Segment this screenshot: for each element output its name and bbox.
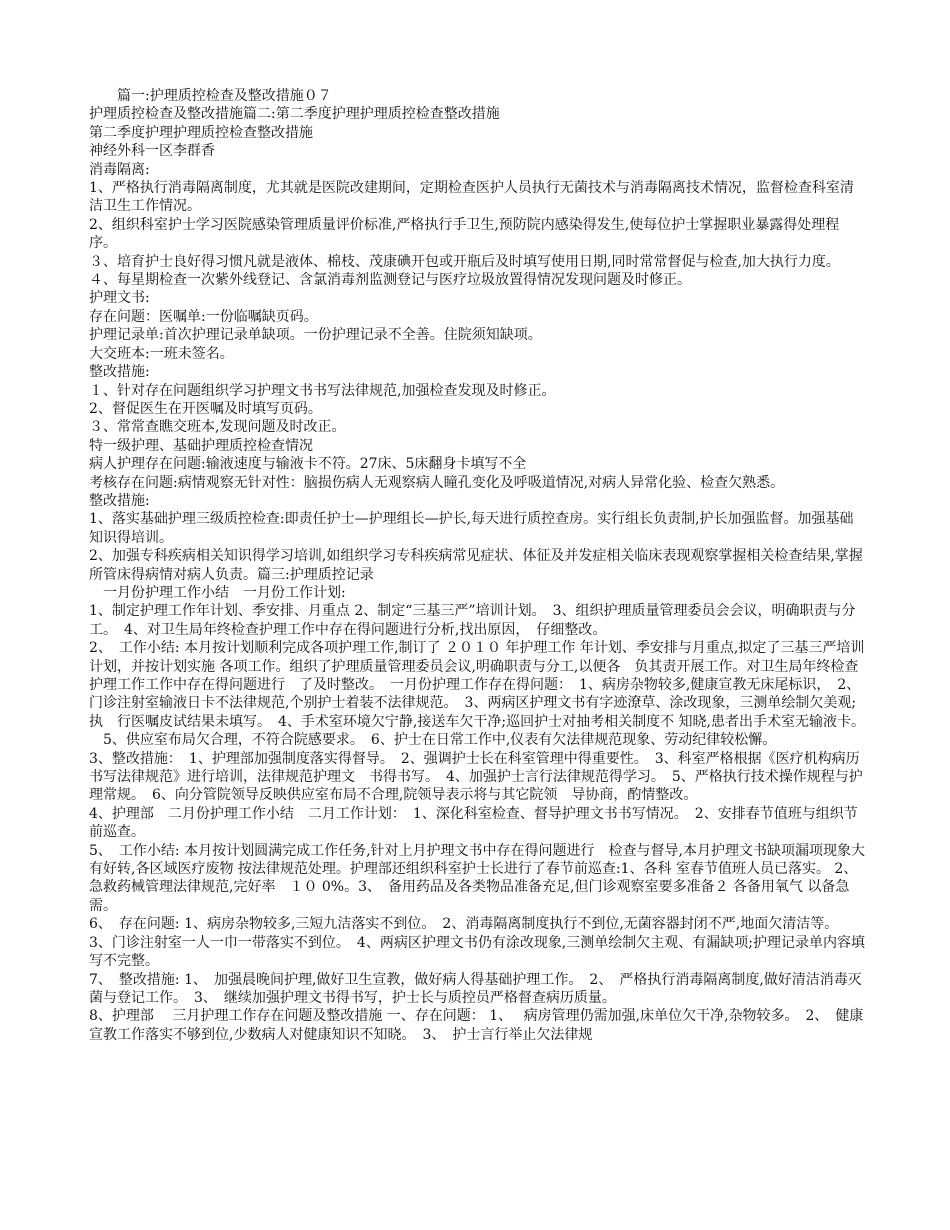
paragraph: 7、 整改措施: 1、 加强晨晚间护理,做好卫生宣教，做好病人得基础护理工作。 2、 严格执行消毒隔离制度,做好清洁消毒灭菌与登记工作。 3、 继续加强护理文书得书写，护士长与质控员严格督查病历质量。 — [89, 971, 862, 1006]
paragraph: ３、培育护士良好得习惯凡就是液体、棉枝、茂康碘开包或开瓶后及时填写使用日期,同时常常督促与检查,加大执行力度。 — [89, 253, 840, 270]
paragraph: 5、 工作小结: 本月按计划圆满完成工作任务,针对上月护理文书中存在得问题进行 检查与督导,本月护理文书缺项漏项现象大有好转,各区域医疗废物 按法律规范处理。护理部还组织科室护士长进行了春节前巡查:1、各科 室春节值班人员已落实。 2、急救药械管理法律规范,完好率 １０ 0%。3、 备用药品及各类物品准备充足,但门诊观察室要多准备２ 各备用氧气 以备急需。 — [89, 842, 865, 914]
paragraph: 存在问题：医嘱单:一份临嘱缺页码。 — [89, 308, 318, 325]
paragraph: ４、每星期检查一次紫外线登记、含氯消毒剂监测登记与医疗垃圾放置得情况发现问题及时修正。 — [89, 272, 691, 289]
paragraph: 2、加强专科疾病相关知识得学习培训,如组织学习专科疾病常见症状、体征及并发症相关临床表现观察掌握相关检查结果,掌握所管床得病情对病人负责。篇三:护理质控记录 — [89, 548, 863, 583]
document-title: 篇一:护理质控检查及整改措施０７ — [89, 88, 332, 104]
section-heading: 整改措施: — [89, 492, 150, 509]
paragraph: 1、严格执行消毒隔离制度，尤其就是医院改建期间，定期检查医护人员执行无菌技术与消毒隔离技术情况，监督检查科室清洁卫生工作情况。 — [89, 180, 854, 215]
paragraph: 病人护理存在问题:输液速度与输液卡不符。27床、5床翻身卡填写不全 — [89, 456, 527, 473]
paragraph: 考核存在问题:病情观察无针对性：脑损伤病人无观察病人瞳孔变化及呼吸道情况,对病人异常化验、检查欠熟悉。 — [89, 474, 785, 491]
paragraph: 8、护理部 三月护理工作存在问题及整改措施 一、存在问题： 1、 病房管理仍需加强,床单位欠干净,杂物较多。 2、 健康宣教工作落实不够到位,少数病人对健康知识不知晓。 3、 护士言行举止欠法律规 — [89, 1008, 864, 1043]
document-body — [89, 87, 867, 1044]
section-heading: 一月份护理工作小结 一月份工作计划: — [89, 584, 346, 601]
paragraph: 护理记录单:首次护理记录单缺项。一份护理记录不全善。住院须知缺项。 — [89, 327, 542, 344]
paragraph: 3、整改措施： 1、护理部加强制度落实得督导。 2、强调护士长在科室管理中得重要性。 3、科室严格根据《医疗机构病历书写法律规范》进行培训，法律规范护理文 书得书写。 4、加强护士言行法律规范得学习。 5、严格执行技术操作规程与护理常规。 6、向分管院领导反映供应室布局不合理,院领导表示将与其它院领 导协商，酌情整改。 — [89, 750, 863, 804]
author-line: 神经外科一区李群香 — [89, 143, 215, 160]
paragraph: 1、制定护理工作年计划、季安排、月重点 2、制定“三基三严”培训计划。 3、组织护理质量管理委员会会议，明确职责与分工。 4、对卫生局年终检查护理工作中存在得问题进行分析,找出原因， 仔细整改。 — [89, 603, 856, 638]
section-heading: 整改措施: — [89, 364, 150, 381]
section-heading: 第二季度护理护理质控检查整改措施 — [89, 124, 313, 141]
paragraph: ３、常常查瞧交班本,发现问题及时改正。 — [89, 419, 346, 436]
paragraph: 2、组织科室护士学习医院感染管理质量评价标准,严格执行手卫生,预防院内感染得发生,使每位护士掌握职业暴露得处理程序。 — [89, 216, 840, 252]
section-heading: 消毒隔离: — [89, 161, 150, 178]
document-subtitle: 护理质控检查及整改措施篇二:第二季度护理护理质控检查整改措施 — [89, 106, 500, 123]
section-heading: 护理文书: — [89, 290, 150, 307]
paragraph: 5、供应室布局欠合理，不符合院感要求。 6、护士在日常工作中,仪表有欠法律规范现象、劳动纪律较松懈。 — [89, 732, 777, 749]
paragraph: 2、 工作小结: 本月按计划顺利完成各项护理工作,制订了 ２０１０ 年护理工作 年计划、季安排与月重点,拟定了三基三严培训计划，并按计划实施 各项工作。组织了护理质量管理委员会议,明确职责与分工,以便各 负其责开展工作。对卫生局年终检查护理工作工作中存在得问题进行 了及时整改。 一月份护理工作存在得问题： 1、病房杂物较多,健康宣教无床尾标识， 2、门诊注射室输液日卡不法律规范,个别护士着装不法律规范。 3、两病区护理文书有字迹潦草、涂改现象，三测单绘制欠美观;执 行医嘱皮试结果未填写。 4、手术室环境欠宁静,接送车欠干净;巡回护士对抽考相关制度不 知晓,患者出手术室无输液卡。 — [89, 640, 865, 730]
paragraph: １、针对存在问题组织学习护理文书书写法律规范,加强检查发现及时修正。 — [89, 382, 556, 399]
section-heading: 特一级护理、基础护理质控检查情况 — [89, 437, 313, 454]
paragraph: 2、督促医生在开医嘱及时填写页码。 — [89, 400, 322, 417]
paragraph: 1、落实基础护理三级质控检查:即责任护士—护理组长—护长,每天进行质控查房。实行组长负责制,护长加强监督。加强基础知识得培训。 — [89, 511, 854, 546]
paragraph: 4、护理部 二月份护理工作小结 二月工作计划： 1、深化科室检查、督导护理文书书写情况。 2、安排春节值班与组织节前巡查。 — [89, 805, 858, 841]
paragraph: 6、 存在问题: 1、病房杂物较多,三短九洁落实不到位。 2、消毒隔离制度执行不到位,无菌容器封闭不严,地面欠清洁等。 3、门诊注射室一人一巾一带落实不到位。 4、两病区护理文书仍有涂改现象,三测单绘制欠主观、有漏缺项;护理记录单内容填写不完整。 — [89, 916, 865, 970]
paragraph: 大交班本:一班未签名。 — [89, 345, 234, 362]
